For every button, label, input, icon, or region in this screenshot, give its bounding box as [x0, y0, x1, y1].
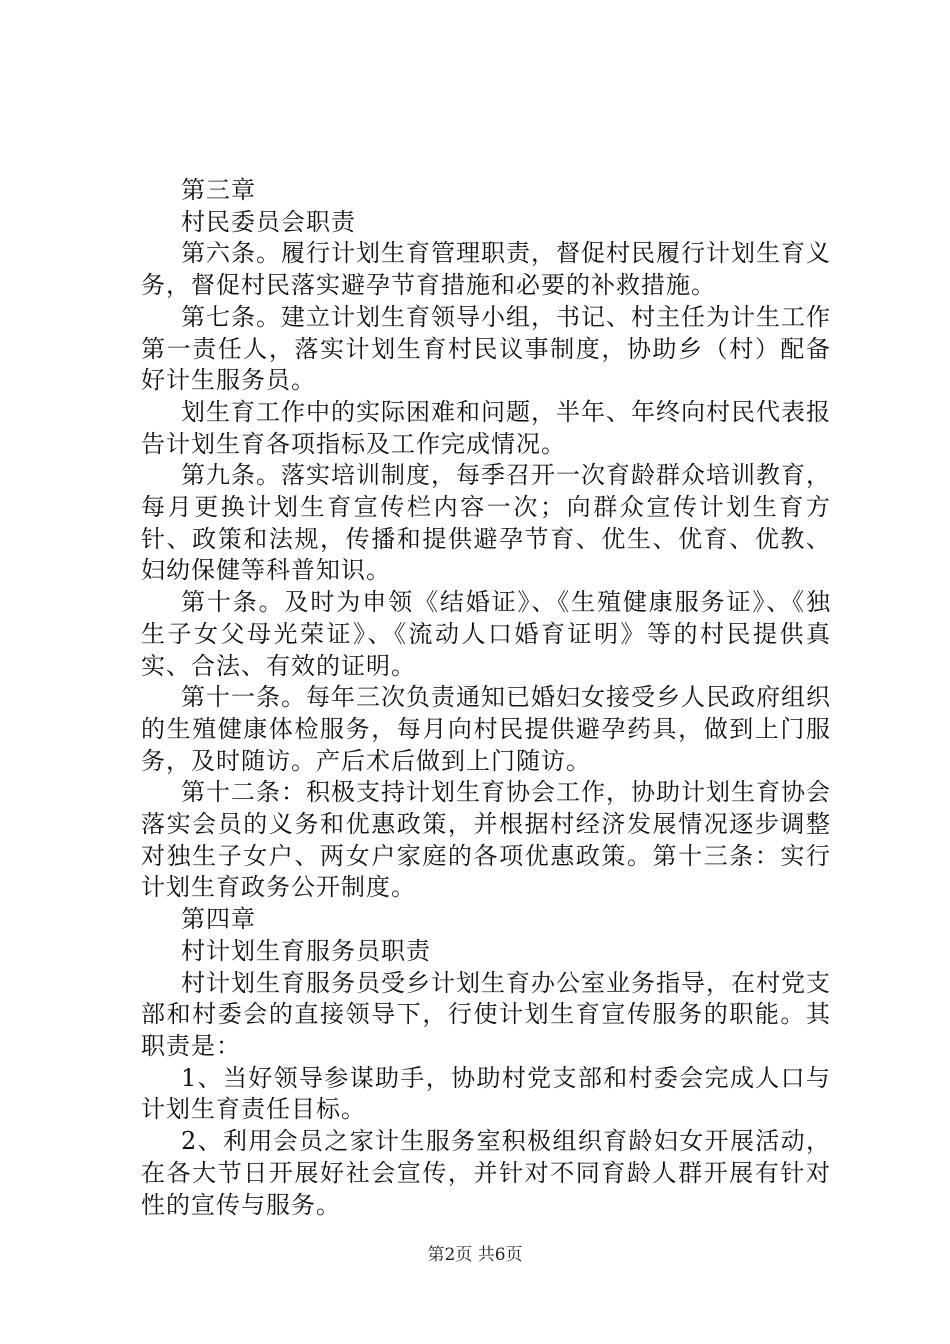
article-paragraph: 第六条。履行计划生育管理职责，督促村民履行计划生育义务，督促村民落实避孕节育措施和必要的补救措施。 — [141, 239, 831, 300]
list-item: 1、当好领导参谋助手，协助村党支部和村委会完成人口与计划生育责任目标。 — [141, 1063, 831, 1124]
chapter-title: 村计划生育服务员职责 — [181, 936, 431, 965]
body-paragraph: 村计划生育服务员受乡计划生育办公室业务指导，在村党支部和村委会的直接领导下，行使计划生育宣传服务的职能。其职责是： — [141, 968, 831, 1060]
article-paragraph: 划生育工作中的实际困难和问题，半年、年终向村民代表报告计划生育各项指标及工作完成情况。 — [141, 397, 831, 458]
list-item: 2、利用会员之家计生服务室积极组织育龄妇女开展活动，在各大节日开展好社会宣传，并针对不同育龄人群开展有针对性的宣传与服务。 — [141, 1127, 831, 1219]
page-number-footer: 第2页 共6页 — [427, 1245, 523, 1265]
chapter-heading: 第三章 — [181, 176, 256, 204]
article-paragraph: 第十条。及时为申领《结婚证》、《生殖健康服务证》、《独生子女父母光荣证》、《流动人口婚育证明》等的村民提供真实、合法、有效的证明。 — [141, 588, 831, 680]
chapter-title: 村民委员会职责 — [181, 207, 356, 236]
chapter-heading: 第四章 — [181, 905, 256, 934]
article-paragraph: 第七条。建立计划生育领导小组，书记、村主任为计生工作第一责任人，落实计划生育村民议事制度，协助乡（村）配备好计生服务员。 — [141, 302, 831, 395]
article-paragraph: 第十二条：积极支持计划生育协会工作，协助计划生育协会落实会员的义务和优惠政策，并根据村经济发展情况逐步调整对独生子女户、两女户家庭的各项优惠政策。第十三条：实行计划生育政务公开制度。 — [141, 778, 831, 902]
document-body — [141, 175, 831, 1221]
article-paragraph: 第十一条。每年三次负责通知已婚妇女接受乡人民政府组织的生殖健康体检服务，每月向村民提供避孕药具，做到上门服务，及时随访。产后术后做到上门随访。 — [141, 683, 831, 775]
article-paragraph: 第九条。落实培训制度，每季召开一次育龄群众培训教育，每月更换计划生育宣传栏内容一次；向群众宣传计划生育方针、政策和法规，传播和提供避孕节育、优生、优育、优教、妇幼保健等科普知识。 — [141, 461, 831, 585]
